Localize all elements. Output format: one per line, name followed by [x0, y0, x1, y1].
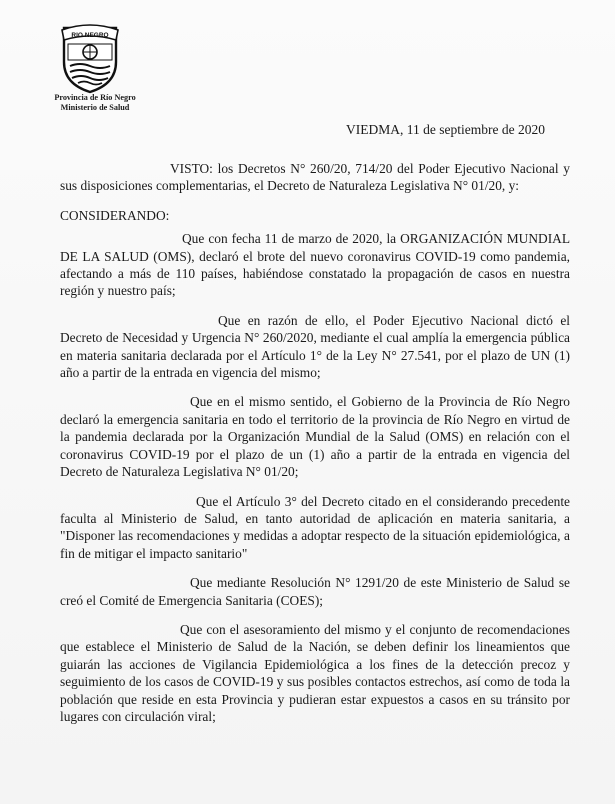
- provincial-seal-logo: [58, 22, 122, 94]
- considerando-paragraph: Que en razón de ello, el Poder Ejecutivo Nacional dictó el Decreto de Necesidad y Urgencia N° 260/2020, mediante el cual amplía la emergencia pública en materia sanitaria declarada por el Artículo 1° de la Ley N° 27.541, por el plazo de UN (1) año a partir de la entrada en vigencia del mismo;: [60, 312, 570, 381]
- place-and-date: VIEDMA, 11 de septiembre de 2020: [346, 122, 545, 137]
- considerando-paragraph: Que con fecha 11 de marzo de 2020, la ORGANIZACIÓN MUNDIAL DE LA SALUD (OMS), declaró el brote del nuevo coronavirus COVID-19 como pandemia, afectando a más de 110 países, habiéndose constatado la propagación de casos en nuestra región y nuestro país;: [60, 231, 570, 299]
- ministry-name: Ministerio de Salud: [60, 103, 130, 112]
- province-name: Provincia de Río Negro: [54, 93, 136, 102]
- considerando-paragraph: Que el Artículo 3° del Decreto citado en el considerando precedente faculta al Ministerio de Salud, en tanto autoridad de aplicación en materia sanitaria, a "Disponer las recomendaciones y medidas a adoptar respecto de la situación epidemiológica, a fin de mitigar el impacto sanitario": [60, 493, 570, 561]
- considerando-paragraph: Que en el mismo sentido, el Gobierno de la Provincia de Río Negro declaró la emergencia sanitaria en todo el territorio de la provincia de Río Negro en virtud de la pandemia declarada por la Organización Mundial de la Salud (OMS) en relación con el coronavirus COVID-19 por el plazo de un (1) año a partir de la entrada en vigencia del Decreto de Naturaleza Legislativa N° 01/20;: [60, 394, 570, 480]
- ministry-header: [40, 93, 150, 113]
- svg-text:RIO NEGRO: RIO NEGRO: [71, 32, 109, 39]
- considerando-heading: CONSIDERANDO:: [60, 207, 170, 223]
- document-body: [60, 160, 570, 737]
- considerando-paragraph: Que con el asesoramiento del mismo y el conjunto de recomendaciones que establece el Ministerio de Salud de la Nación, se deben definir los lineamientos que guiarán las acciones de Vigilancia Epidemiológica a los fines de la detección precoz y seguimiento de los casos de COVID-19 y sus posibles contactos estrechos, así como de toda la población que reside en esta Provincia y pudieran estar expuestos a casos en su tránsito por lugares con circulación viral;: [60, 621, 570, 724]
- shield-emblem-icon: [58, 22, 122, 94]
- visto-paragraph: VISTO: los Decretos N° 260/20, 714/20 del Poder Ejecutivo Nacional y sus disposiciones complementarias, el Decreto de Naturaleza Legislativa N° 01/20, y:: [60, 161, 570, 194]
- considerando-paragraph: Que mediante Resolución N° 1291/20 de este Ministerio de Salud se creó el Comité de Emergencia Sanitaria (COES);: [60, 575, 570, 608]
